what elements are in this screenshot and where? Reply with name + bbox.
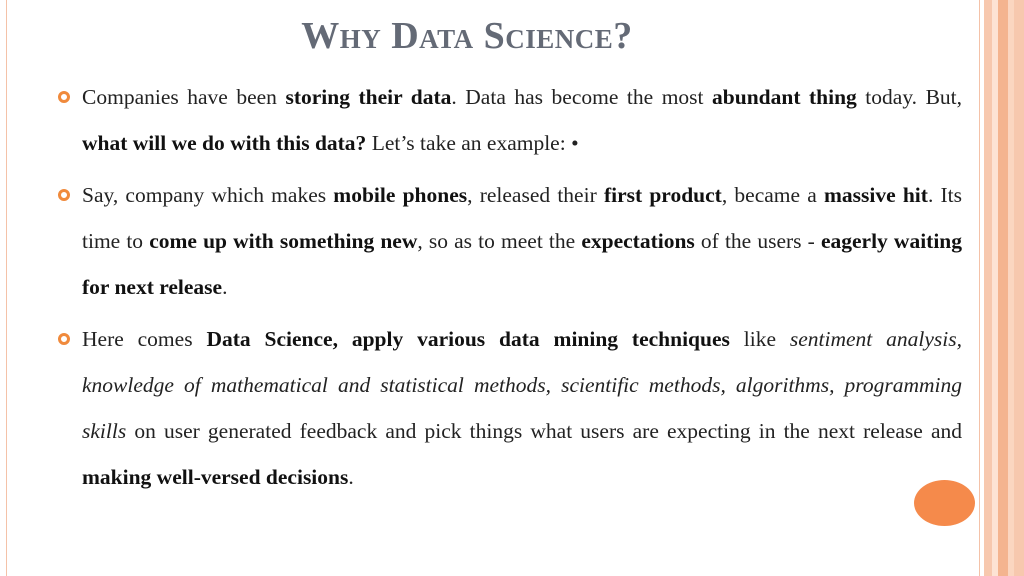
italic-text: sentiment analysis, knowledge of mathematical and statistical methods, scientific methods, algorithms, programming skills — [82, 327, 962, 443]
bullet-item — [56, 316, 962, 500]
bold-text: making well-versed decisions — [82, 465, 349, 489]
bold-text: Data Science, apply various data mining techniques — [206, 327, 730, 351]
text-run: Here comes — [82, 327, 207, 351]
text-run: Let’s take an example: • — [366, 131, 579, 155]
bullet-text — [82, 327, 962, 489]
bold-text: eagerly waiting for next release — [82, 229, 963, 299]
accent-circle — [914, 480, 975, 526]
bullet-ring-icon — [58, 189, 70, 201]
bold-text: come up with something new — [149, 229, 418, 253]
bullet-ring-icon — [58, 333, 70, 345]
text-run: Companies have been — [82, 85, 286, 109]
text-run: like — [729, 327, 790, 351]
bold-text: expectations — [581, 229, 695, 253]
text-run: . Data has become the most — [451, 85, 713, 109]
text-run: on user generated feedback and pick things what users are expecting in the next release and — [126, 419, 962, 443]
bold-text: storing their data — [285, 85, 452, 109]
text-run: . — [348, 465, 354, 489]
text-run: Say, company which makes — [82, 183, 334, 207]
decorative-stripes — [984, 0, 1024, 576]
stripe — [998, 0, 1008, 576]
text-run: , became a — [721, 183, 824, 207]
text-run: . — [222, 275, 228, 299]
bold-text: mobile phones — [333, 183, 468, 207]
text-run: , released their — [467, 183, 604, 207]
bullet-text — [82, 85, 962, 155]
bullet-ring-icon — [58, 91, 70, 103]
text-run: of the users - — [694, 229, 821, 253]
bold-text: what will we do with this data? — [82, 131, 367, 155]
bullet-item — [56, 74, 962, 166]
bullet-item — [56, 172, 962, 310]
text-run: today. But, — [856, 85, 963, 109]
text-run: . Its time to — [82, 183, 963, 253]
bullet-text — [82, 183, 962, 299]
bold-text: massive hit — [823, 183, 928, 207]
stripe — [984, 0, 992, 576]
bold-text: first product — [603, 183, 722, 207]
stripe — [1014, 0, 1024, 576]
bullet-list — [56, 74, 962, 506]
slide-title: Why Data Science? — [301, 15, 633, 57]
bold-text: abundant thing — [712, 85, 857, 109]
text-run: , so as to meet the — [417, 229, 582, 253]
